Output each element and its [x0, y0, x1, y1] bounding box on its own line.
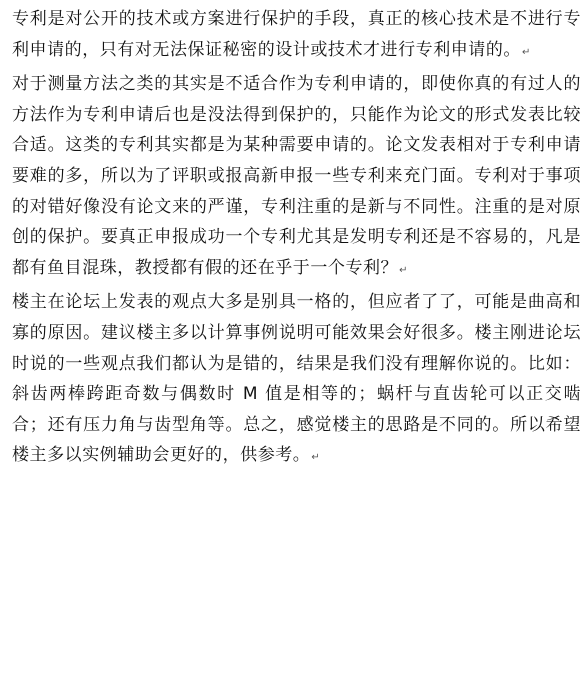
paragraph-2 [12, 69, 581, 286]
paragraph-1 [12, 4, 581, 68]
paragraph-3 [12, 287, 581, 474]
paragraph-1-text: 专利是对公开的技术或方案进行保护的手段，真正的核心技术是不进行专利申请的，只有对无法保证秘密的设计或技术才进行专利申请的。 [12, 9, 581, 60]
paragraph-3-text: 楼主在论坛上发表的观点大多是别具一格的，但应者了了，可能是曲高和寡的原因。建议楼主多以计算事例说明可能效果会好很多。楼主刚进论坛时说的一些观点我们都认为是错的，结果是我们没有理解你说的。比如：斜齿两棒跨距奇数与偶数时 M 值是相等的；蜗杆与直齿轮可以正交啮合；还有压力角与齿型角等。总之，感觉楼主的思路是不同的。所以希望楼主多以实例辅助会更好的，供参考。 [12, 292, 581, 466]
paragraph-mark-icon: ↵ [521, 46, 531, 58]
paragraph-2-text: 对于测量方法之类的其实是不适合作为专利申请的，即使你真的有过人的方法作为专利申请后也是没法得到保护的，只能作为论文的形式发表比较合适。这类的专利其实都是为某种需要申请的。论文发表相对于专利申请要难的多，所以为了评职或报高新申报一些专利来充门面。专利对于事项的对错好像没有论文来的严谨，专利注重的是新与不同性。注重的是对原创的保护。要真正申报成功一个专利尤其是发明专利还是不容易的，凡是都有鱼目混珠，教授都有假的还在乎于一个专利？ [12, 74, 581, 278]
paragraph-mark-icon: ↵ [399, 264, 409, 276]
paragraph-mark-icon: ↵ [311, 452, 321, 464]
